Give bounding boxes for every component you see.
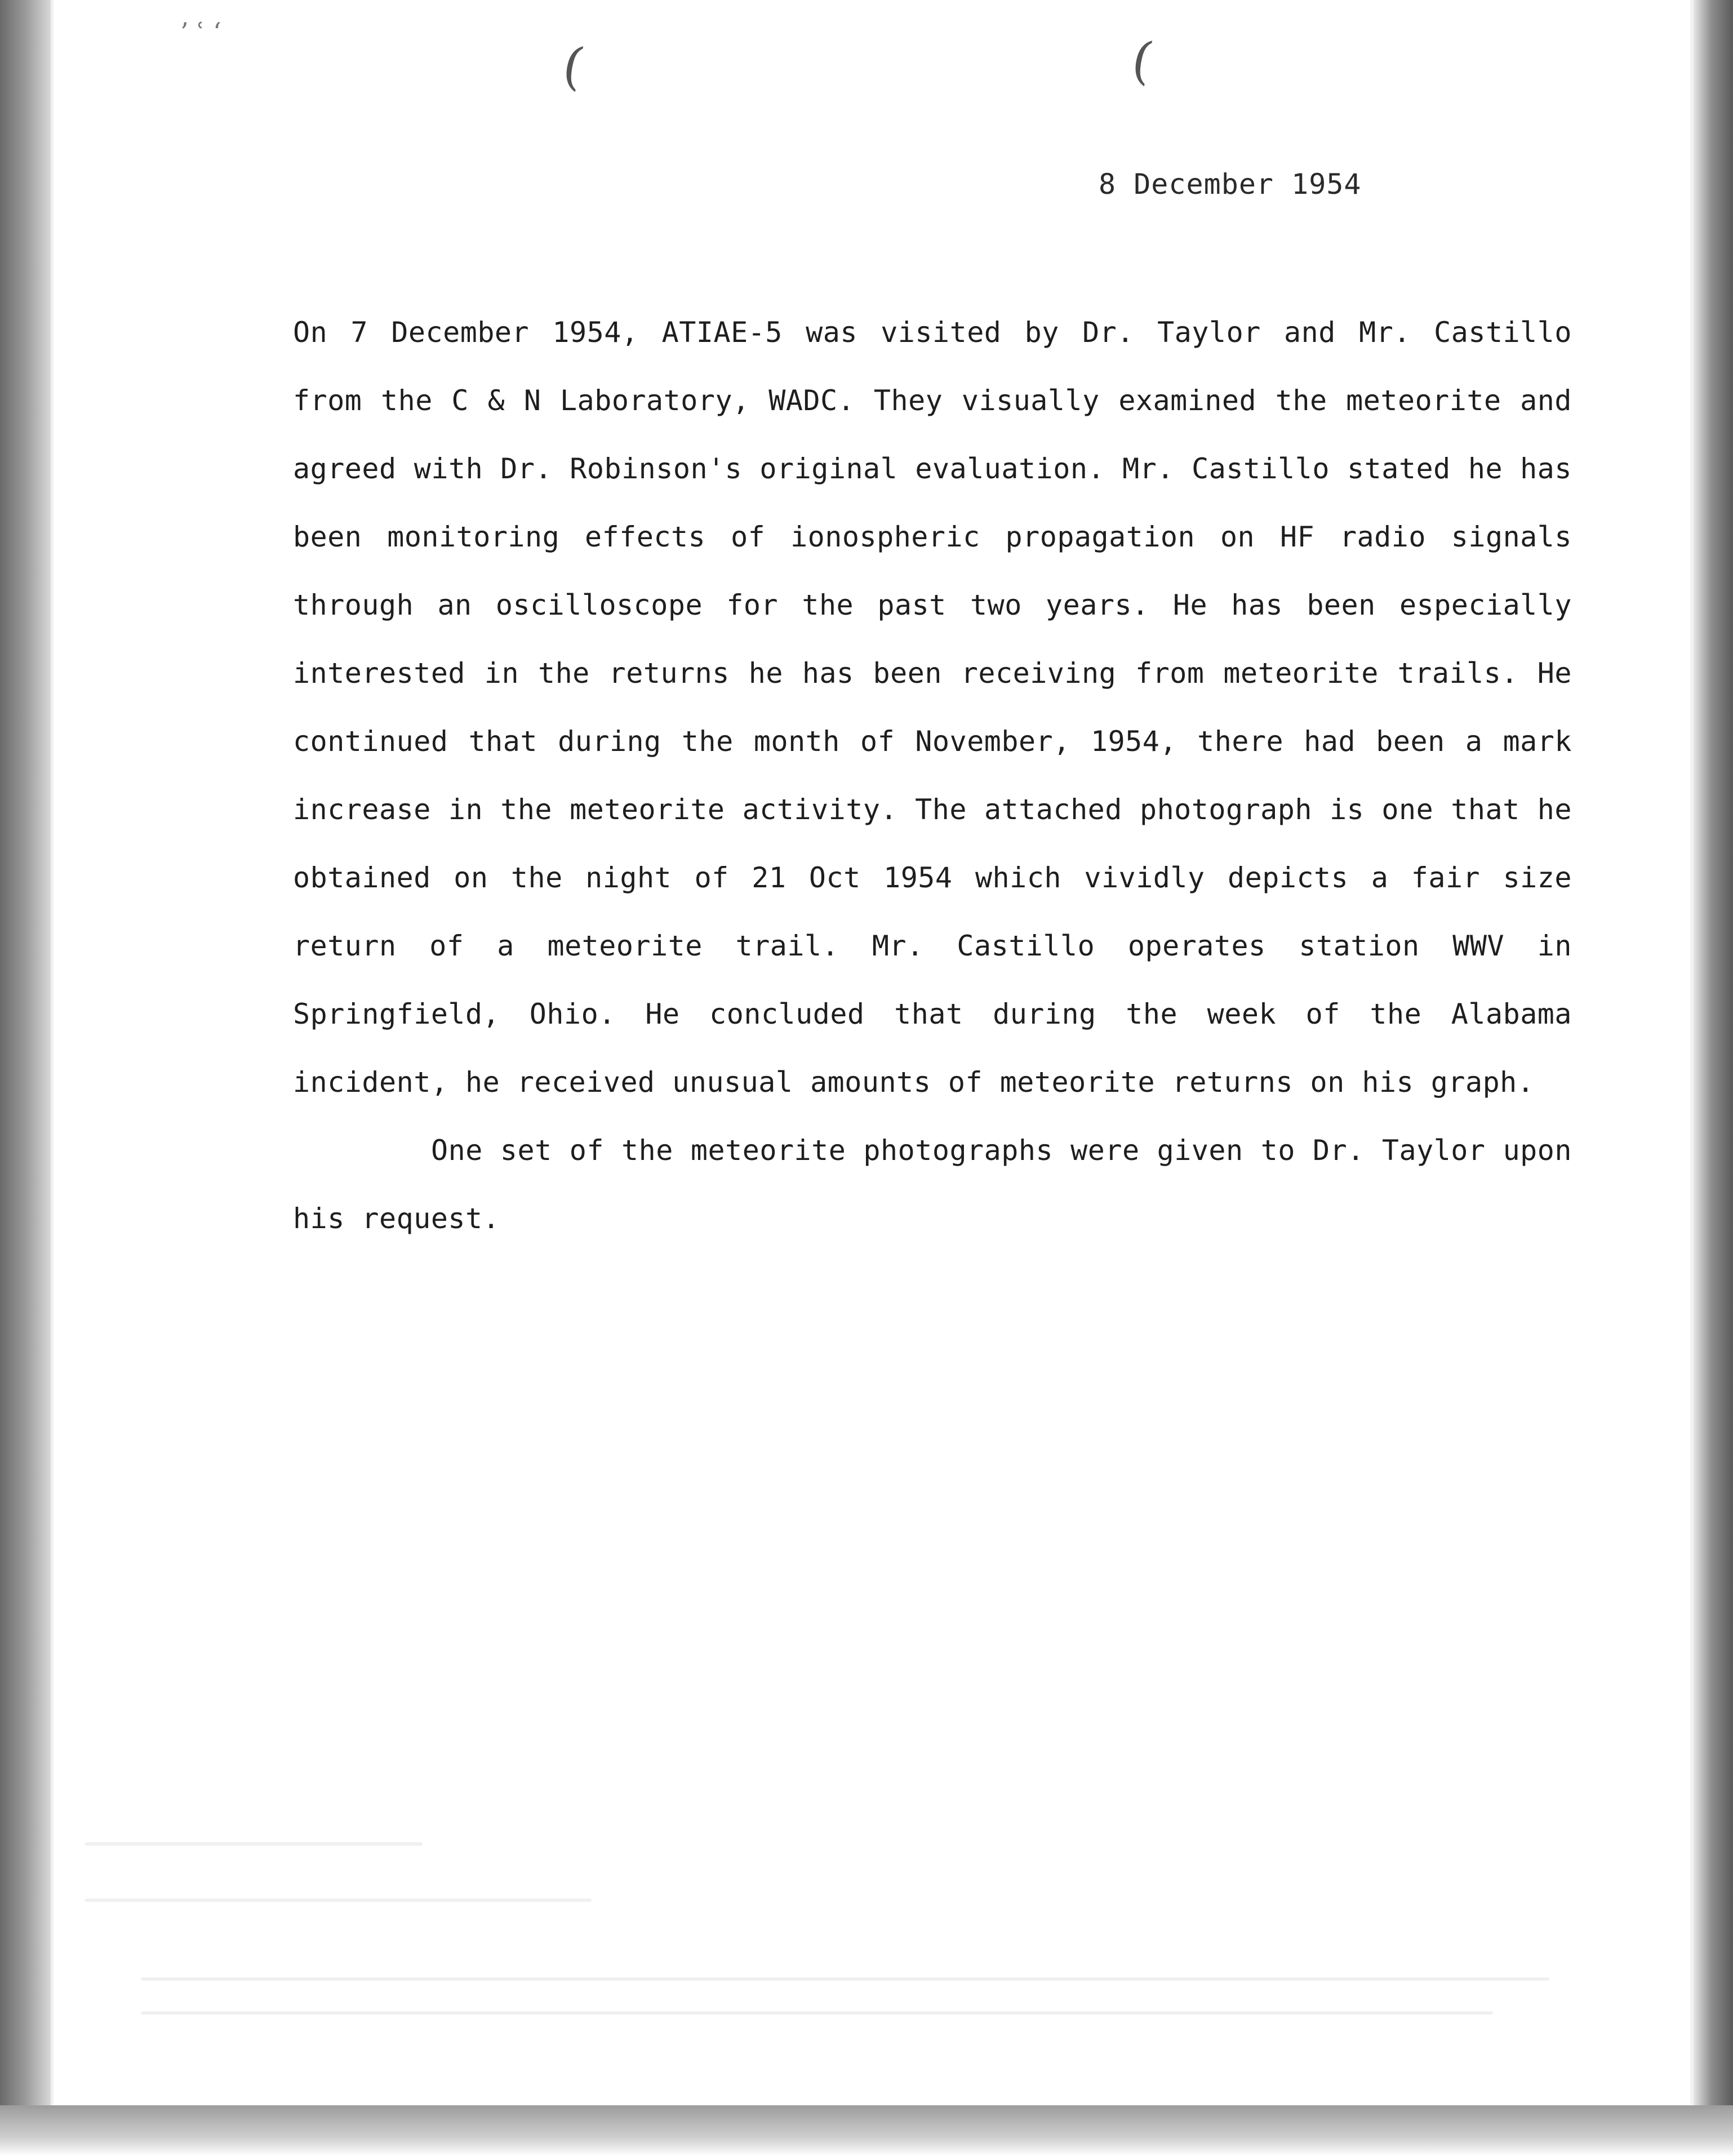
binder-hole-mark-right: (	[1127, 29, 1157, 92]
document-date: 8 December 1954	[1099, 168, 1362, 201]
binder-hole-mark-left: (	[558, 35, 588, 97]
corner-punch-mark: ’ ʿ ‘	[180, 17, 221, 47]
scan-right-edge	[1694, 0, 1733, 2156]
body-paragraph-1: On 7 December 1954, ATIAE-5 was visited by Dr. Taylor and Mr. Castillo from the C & N Laboratory, WADC. They visually examined the meteorite and agreed with Dr. Robinson's original evaluation. Mr. Castillo stated he has been monitoring effects of ionospheric propagation on HF radio signals through an oscilloscope for the past two years. He has been especially interested in the returns he has been receiving from meteorite trails. He continued that during the month of November, 1954, there had been a mark increase in the meteorite activity. The attached photograph is one that he obtained on the night of 21 Oct 1954 which vividly depicts a fair size return of a meteorite trail. Mr. Castillo operates station WWV in Springfield, Ohio. He concluded that during the week of the Alabama incident, he received unusual amounts of meteorite returns on his graph.	[293, 316, 1572, 1099]
document-body	[293, 299, 1572, 1253]
faint-bleedthrough-text	[85, 1831, 1606, 2039]
scan-bottom-edge	[0, 2105, 1733, 2156]
body-paragraph-2: One set of the meteorite photographs were given to Dr. Taylor upon his request.	[293, 1134, 1572, 1235]
scan-left-edge	[0, 0, 51, 2156]
